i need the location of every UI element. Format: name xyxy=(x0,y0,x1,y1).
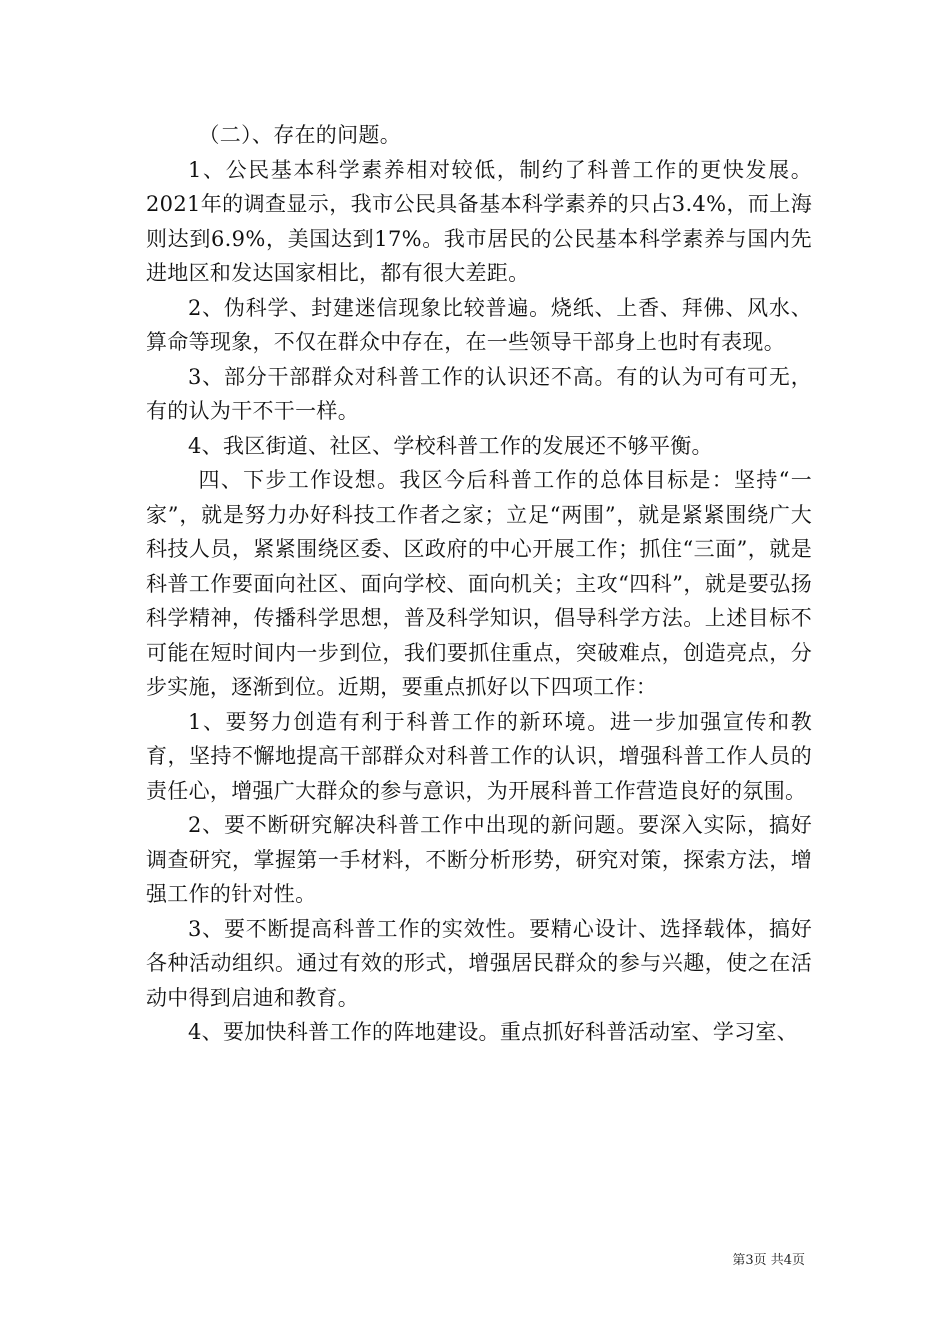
paragraph: 1、要努力创造有利于科普工作的新环境。进一步加强宣传和教育，坚持不懈地提高干部群众对科普工作的认识，增强科普工作人员的责任心，增强广大群众的参与意识，为开展科普工作营造良好的氛围。 xyxy=(146,709,812,803)
paragraph: 3、部分干部群众对科普工作的认识还不高。有的认为可有可无，有的认为干不干一样。 xyxy=(146,364,812,423)
section-heading-problems: （二）、存在的问题。 xyxy=(198,123,401,147)
paragraph: 4、要加快科普工作的阵地建设。重点抓好科普活动室、学习室、 xyxy=(188,1020,799,1044)
paragraph: 2、要不断研究解决科普工作中出现的新问题。要深入实际，搞好调查研究，掌握第一手材料，不断分析形势，研究对策，探索方法，增强工作的针对性。 xyxy=(146,813,812,906)
paragraph: 2、伪科学、封建迷信现象比较普遍。烧纸、上香、拜佛、风水、算命等现象，不仅在群众中存在，在一些领导干部身上也时有表现。 xyxy=(146,295,812,354)
paragraph: 1、公民基本科学素养相对较低，制约了科普工作的更快发展。2021年的调查显示，我市公民具备基本科学素养的只占3.4%，而上海则达到6.9%，美国达到17%。我市居民的公民基本科学素养与国内先进地区和发达国家相比，都有很大差距。 xyxy=(146,157,812,285)
page-number-footer: 第3页 共4页 xyxy=(732,1253,805,1268)
paragraph: 4、我区街道、社区、学校科普工作的发展还不够平衡。 xyxy=(188,433,713,458)
paragraph: 3、要不断提高科普工作的实效性。要精心设计、选择载体，搞好各种活动组织。通过有效的形式，增强居民群众的参与兴趣，使之在活动中得到启迪和教育。 xyxy=(146,916,812,1010)
document-body xyxy=(146,118,812,1050)
section-heading-next-steps: 四、下步工作设想。我区今后科普工作的总体目标是：坚持“一家”，就是努力办好科技工作者之家；立足“两围”，就是紧紧围绕广大科技人员，紧紧围绕区委、区政府的中心开展工作；抓住“三面”，就是科普工作要面向社区、面向学校、面向机关；主攻“四科”，就是要弘扬科学精神，传播科学思想，普及科学知识，倡导科学方法。上述目标不可能在短时间内一步到位，我们要抓住重点，突破难点，创造亮点，分步实施，逐渐到位。近期，要重点抓好以下四项工作： xyxy=(146,468,812,699)
